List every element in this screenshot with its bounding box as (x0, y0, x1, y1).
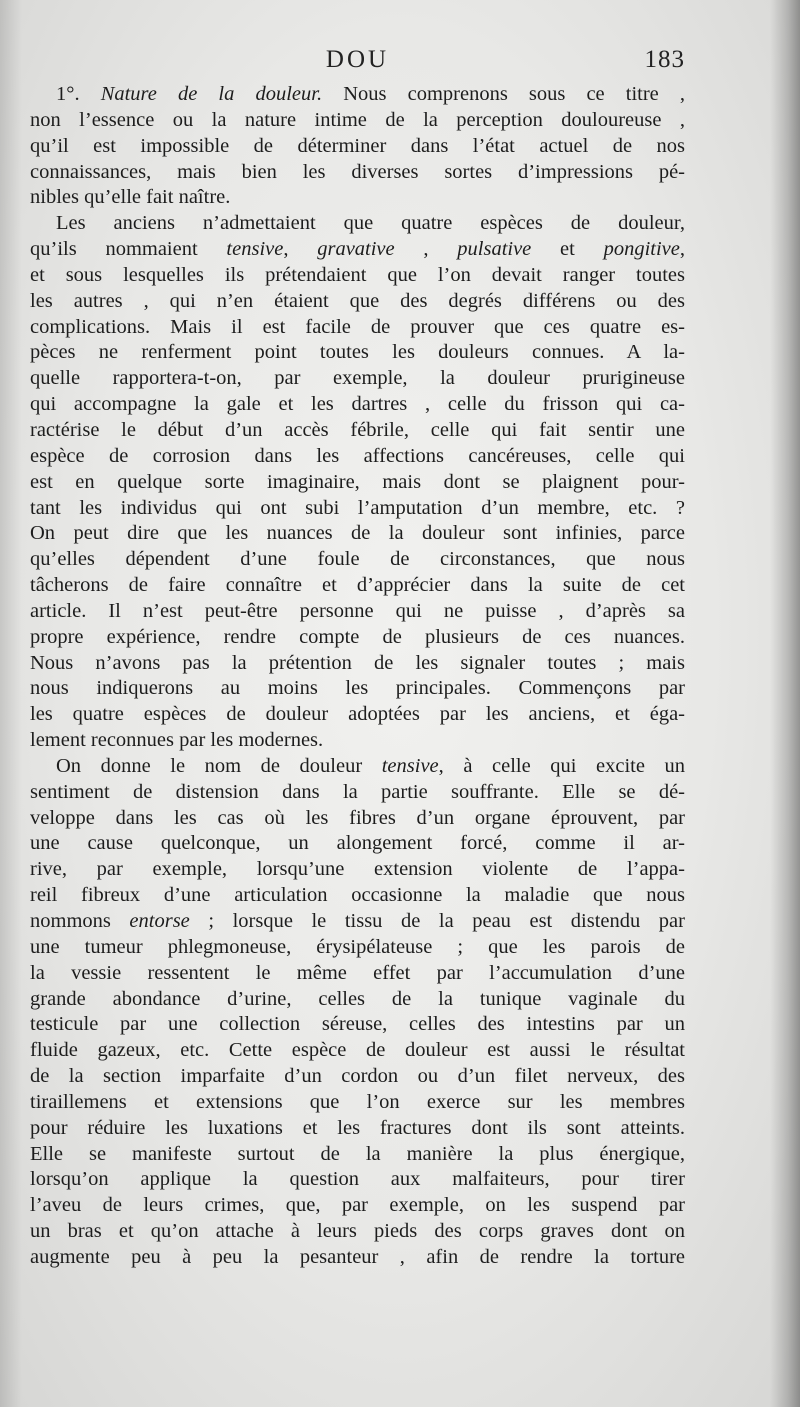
text-segment: fluide gazeux, etc. Cette espèce de douleur est aussi le résultat (30, 1039, 685, 1062)
text-segment: article. Il n’est peut-être personne qui ne puisse , d’après sa (30, 599, 685, 622)
text-segment: ; lorsque le tissu de la peau est distendu par (189, 910, 685, 932)
text-line (30, 599, 685, 625)
text-segment: , (679, 238, 685, 261)
text-line (30, 573, 685, 599)
text-segment: qu’elles dépendent d’une foule de circonstances, que nous (30, 548, 685, 571)
text-line (30, 676, 685, 702)
italic-term: Nature de la douleur. (100, 83, 323, 105)
text-segment: les autres , qui n’en étaient que des degrés différens ou des (30, 289, 685, 312)
text-line (30, 909, 685, 935)
text-segment: nommons (30, 910, 130, 932)
text-line (30, 987, 685, 1013)
text-line (30, 444, 685, 470)
text-line (30, 1193, 685, 1219)
text-line (30, 547, 685, 573)
text-segment: et (531, 238, 604, 261)
text-line (30, 263, 685, 289)
text-segment: reil fibreux d’une articulation occasionne la maladie que nous (30, 884, 685, 907)
text-line (30, 315, 685, 341)
text-segment: Nous n’avons pas la prétention de les signaler toutes ; mais (30, 651, 685, 674)
text-segment: pèces ne renferment point toutes les douleurs connues. A la- (30, 341, 685, 364)
italic-term: gravative (317, 238, 395, 261)
text-line (30, 1038, 685, 1064)
text-line (30, 883, 685, 909)
italic-term: tensive (226, 238, 284, 261)
text-segment: augmente peu à peu la pesanteur , afin de rendre la torture (30, 1245, 685, 1268)
italic-term: pulsative (457, 238, 532, 261)
text-segment: espèce de corrosion dans les affections cancéreuses, celle qui (30, 444, 685, 467)
text-line (30, 521, 685, 547)
text-line (30, 935, 685, 961)
text-segment: , (283, 238, 318, 261)
text-line (30, 185, 685, 211)
text-segment: est en quelque sorte imaginaire, mais dont se plaignent pour- (30, 470, 685, 493)
text-line (30, 1090, 685, 1116)
text-line (30, 1012, 685, 1038)
text-line (30, 1167, 685, 1193)
italic-term: pongitive (603, 238, 680, 261)
text-line (30, 806, 685, 832)
text-segment: lorsqu’on applique la question aux malfaiteurs, pour tirer (30, 1168, 685, 1191)
text-line (30, 780, 685, 806)
text-segment: tâcherons de faire connaître et d’apprécier dans la suite de cet (30, 574, 685, 597)
text-line (30, 418, 685, 444)
page-number: 183 (644, 46, 685, 73)
text-segment: 1°. (56, 83, 101, 105)
text-segment: pour réduire les luxations et les fractures dont ils sont atteints. (30, 1116, 685, 1139)
text-segment: quelle rapportera-t-on, par exemple, la douleur prurigineuse (30, 367, 685, 390)
text-line (30, 134, 685, 160)
text-segment: nous indiquerons au moins les principales. Commençons par (30, 677, 685, 700)
text-line (30, 651, 685, 677)
text-line (30, 754, 685, 780)
italic-term: entorse (129, 910, 190, 932)
text-segment: testicule par une collection séreuse, celles des intestins par un (30, 1013, 685, 1036)
text-segment: rive, par exemple, lorsqu’une extension violente de l’appa- (30, 858, 685, 881)
text-segment: grande abondance d’urine, celles de la tunique vaginale du (30, 987, 685, 1010)
text-segment: veloppe dans les cas où les fibres d’un organe éprouvent, par (30, 806, 685, 829)
text-line (30, 857, 685, 883)
running-head: DOU (325, 46, 390, 73)
text-segment: et sous lesquelles ils prétendaient que l’on devait ranger toutes (30, 263, 685, 286)
text-segment: Elle se manifeste surtout de la manière la plus énergique, (30, 1142, 685, 1165)
text-line (30, 289, 685, 315)
text-line (30, 470, 685, 496)
text-line (30, 1219, 685, 1245)
text-line (30, 961, 685, 987)
page-gutter-shadow (770, 0, 800, 1407)
text-segment: connaissances, mais bien les diverses sortes d’impressions pé- (30, 160, 685, 183)
text-line (30, 1245, 685, 1271)
text-line (30, 831, 685, 857)
page-left-shadow (0, 0, 22, 1407)
text-segment: On donne le nom de douleur (56, 754, 382, 777)
italic-term: tensive (381, 754, 439, 777)
body-text (30, 82, 685, 1271)
text-line (30, 496, 685, 522)
text-segment: On peut dire que les nuances de la douleur sont infinies, parce (30, 522, 685, 545)
text-segment: ractérise le début d’un accès fébrile, celle qui fait sentir une (30, 418, 685, 441)
text-line (30, 702, 685, 728)
text-line (30, 211, 685, 237)
text-segment: tiraillemens et extensions que l’on exerce sur les membres (30, 1090, 685, 1113)
text-segment: une tumeur phlegmoneuse, érysipélateuse ; que les parois de (30, 935, 685, 958)
page-header (30, 42, 685, 82)
text-line (30, 108, 685, 134)
text-segment: la vessie ressentent le même effet par l’accumulation d’une (30, 961, 685, 984)
text-line (30, 1064, 685, 1090)
text-segment: qui accompagne la gale et les dartres , celle du frisson qui ca- (30, 393, 685, 416)
text-line (30, 1142, 685, 1168)
text-segment: , (394, 238, 458, 261)
text-line (30, 366, 685, 392)
text-segment: une cause quelconque, un alongement forcé, comme il ar- (30, 832, 685, 855)
text-segment: tant les individus qui ont subi l’amputation d’un membre, etc. ? (30, 496, 685, 519)
text-line (30, 1116, 685, 1142)
text-segment: , à celle qui excite un (438, 754, 685, 777)
text-line (30, 340, 685, 366)
text-segment: Nous comprenons sous ce titre , (322, 83, 685, 105)
text-segment: complications. Mais il est facile de prouver que ces quatre es- (30, 315, 685, 338)
text-segment: Les anciens n’admettaient que quatre espèces de douleur, (56, 212, 685, 235)
text-segment: un bras et qu’on attache à leurs pieds des corps graves dont on (30, 1220, 685, 1243)
text-line (30, 237, 685, 263)
text-segment: sentiment de distension dans la partie souffrante. Elle se dé- (30, 780, 685, 803)
text-segment: de la section imparfaite d’un cordon ou d’un filet nerveux, des (30, 1065, 685, 1088)
text-segment: nibles qu’elle fait naître. (30, 186, 231, 209)
text-line (30, 392, 685, 418)
text-segment: propre expérience, rendre compte de plusieurs de ces nuances. (30, 625, 685, 648)
text-line (30, 728, 685, 754)
text-segment: l’aveu de leurs crimes, que, par exemple, on les suspend par (30, 1194, 685, 1217)
text-line (30, 625, 685, 651)
text-line (30, 82, 685, 108)
text-segment: les quatre espèces de douleur adoptées par les anciens, et éga- (30, 703, 685, 726)
text-segment: qu’il est impossible de déterminer dans l’état actuel de nos (30, 134, 685, 157)
text-segment: lement reconnues par les modernes. (30, 729, 324, 752)
text-segment: qu’ils nommaient (30, 238, 227, 261)
text-segment: non l’essence ou la nature intime de la perception douloureuse , (30, 108, 685, 131)
text-line (30, 160, 685, 186)
